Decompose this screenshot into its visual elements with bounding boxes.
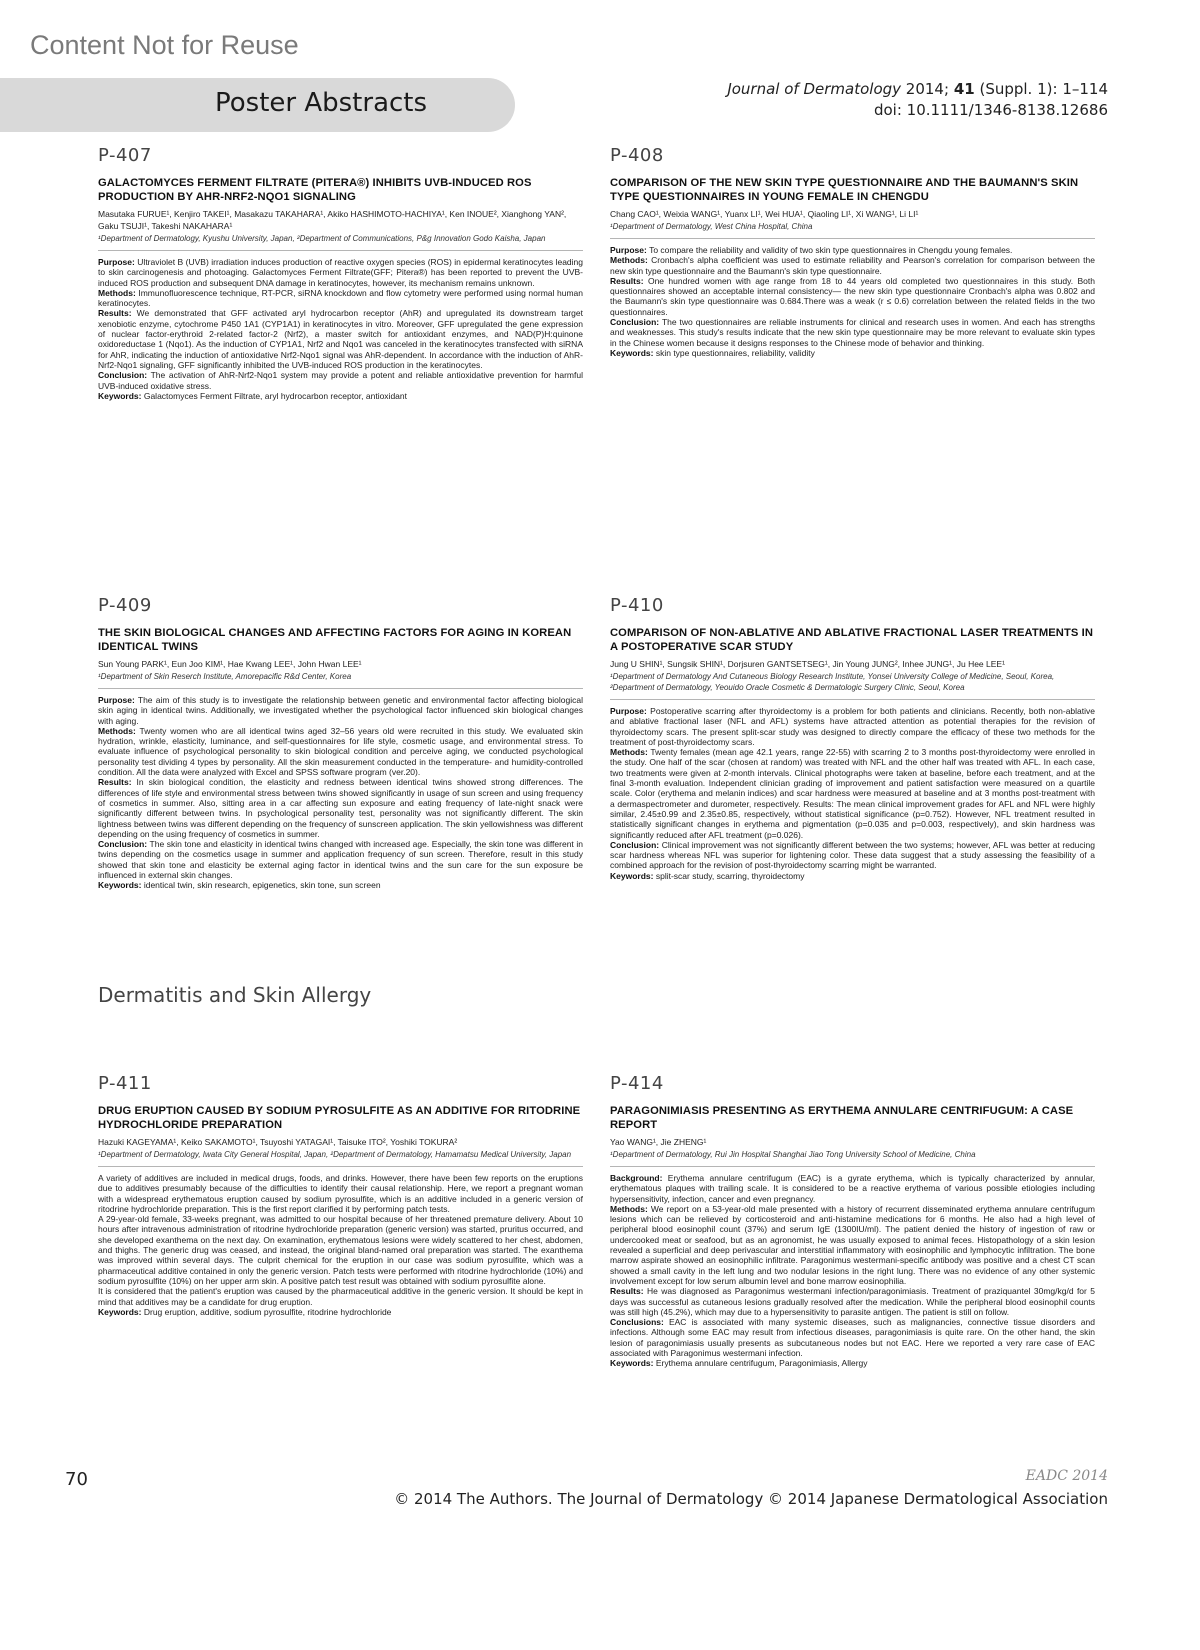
- abstract-conclusion: Conclusion: The two questionnaires are reliable instruments for clinical and research uses in women. And each has strengths and weaknesses. This study's results indicate that the new skin type questionnaire may be more relevant to evaluate skin types in the Chinese women because it designs responses to the Chinese mode of behavior and thinking.: [610, 317, 1095, 348]
- abstract-title: PARAGONIMIASIS PRESENTING AS ERYTHEMA ANNULARE CENTRIFUGUM: A CASE REPORT: [610, 1105, 1074, 1131]
- abstract-affiliations: ¹Department of Dermatology And Cutaneous Biology Research Institute, Yonsei University College of Medicine, Seoul, Korea, ²Department of Dermatology, Yeouido Oracle Cosmetic & Dermatologic Surgery Clinic, Seoul, Korea: [610, 671, 1095, 700]
- abstract-methods: Methods: We report on a 53-year-old male presented with a history of recurrent disseminated erythema annulare centrifugum lesions which can be relieved by corticosteroid and anti-histamine medications for 6 months. He also had a high level of peripheral blood eosinophil count (37%) and serum IgE (1300IU/ml). The patient denied the history of ingestion of raw or undercooked meat or seafood, but as an agronomist, he was usually exposed to animal feces. Histopathology of a skin lesion revealed a superficial and deep perivascular and interstitial inflammatory with eosinophilic and lymphocytic infiltration. The bone marrow aspirate showed an eosinophilic infiltrate. Paragonimus westermani-specific antibody was positive and a chest CT scan showed a small cavity in the left lung and two nodular lesions in the right lung. There was no evidence of any other systemic involvement except for low serum albumin level and bone marrow eosinophilia.: [610, 1203, 1095, 1286]
- copyright-notice: © 2014 The Authors. The Journal of Dermatology © 2014 Japanese Dermatological Association: [394, 1490, 1108, 1508]
- abstract-keywords: Keywords: Erythema annulare centrifugum, Paragonimiasis, Allergy: [610, 1358, 868, 1369]
- conference-name: EADC 2014: [1025, 1468, 1108, 1484]
- abstract-p414: [610, 1073, 1095, 1369]
- abstract-conclusion: Conclusion: Clinical improvement was not significantly different between the two systems; however, AFL was better at reducing scar hardness whereas NFL was superior for lightening color. These data suggest that a study assessing the feasibility of a combined approach for the revision of post-thyroidectomy scarring might be warranted.: [610, 839, 1095, 871]
- abstract-p411: [98, 1073, 583, 1317]
- abstract-case: A 29-year-old female, 33-weeks pregnant, was admitted to our hospital because of her threatened premature delivery. About 10 hours after intravenous administration of ritodrine hydrochloride preparation (generic version) was started, pruritus occurred, and she developed exanthema on the next day. On examination, erythematous lesions were widely scattered to her chest, abdomen, and thighs. The generic drug was ceased, and instead, the original bland-named oral preparation was started. The exanthema was improved within several days. The culprit chemical for the eruption in our case was sodium pyrosulfite, which was a pharmaceutical additive contained in only the generic version. Patch tests were performed with ritodrine hydrochloride (10%) and sodium pyrosulfite (10%) on her upper arm skin. A positive patch test result was obtained with sodium pyrosulfite alone.: [98, 1214, 583, 1286]
- abstract-p407: [98, 145, 583, 401]
- abstract-p409: [98, 595, 583, 891]
- abstract-title: COMPARISON OF NON-ABLATIVE AND ABLATIVE FRACTIONAL LASER TREATMENTS IN A POSTOPERATIVE SCAR STUDY: [610, 627, 1094, 653]
- abstract-intro: A variety of additives are included in medical drugs, foods, and drinks. However, there have been few reports on the eruptions due to additives presumably because of the difficulties to identify their causal relationship. Here, we report a pregnant woman with a widespread erythematous eruption caused by sodium pyrosulfite, which is an additive included in a generic version of ritodrine hydrochloride preparation. This is the first report clarified it by performing patch tests.: [98, 1173, 583, 1214]
- journal-name: Journal of Dermatology: [727, 80, 902, 98]
- abstract-conclusion: Conclusion: The skin tone and elasticity in identical twins changed with increased age. Especially, the skin tone was different in twins depending on the cosmetics usage in summer and application frequency of sun screen. Therefore, result in this study showed that skin tone and elasticity be external aging factor in identical twins and the sun care for the sun exposure be influenced in external skin changes.: [98, 839, 583, 881]
- abstract-authors: Chang CAO¹, Weixia WANG¹, Yuanx LI¹, Wei HUA¹, Qiaoling LI¹, Xi WANG¹, Li LI¹: [610, 209, 919, 219]
- abstract-affiliations: ¹Department of Dermatology, West China Hospital, China: [610, 221, 1095, 239]
- page-section-title: Poster Abstracts: [215, 88, 428, 118]
- page-number: 70: [65, 1469, 88, 1490]
- abstract-p408: [610, 145, 1095, 358]
- abstract-keywords: Keywords: identical twin, skin research, epigenetics, skin tone, sun screen: [98, 880, 381, 891]
- journal-citation: [727, 80, 1108, 98]
- abstract-conclusion: Conclusion: The activation of AhR-Nrf2-Nqo1 system may provide a potent and reliable antioxidative prevention for harmful UVB-induced oxidative stress.: [98, 370, 583, 391]
- abstract-id: P-411: [98, 1073, 152, 1094]
- journal-volume: 41: [953, 80, 975, 98]
- abstract-purpose: Purpose: Postoperative scarring after thyroidectomy is a problem for both patients and clinicians. Recently, both non-ablative and ablative fractional laser (NFL and AFL) systems have attracted attention as potential therapies for the revision of thyroidectomy scars. The present split-scar study was designed to directly compare the efficacy of these two methods for the treatment of post-thyroidectomy scars.: [610, 706, 1095, 747]
- abstract-id: P-407: [98, 145, 152, 166]
- abstract-results: Results: We demonstrated that GFF activated aryl hydrocarbon receptor (AhR) and upregulated its downstream target xenobiotic enzyme, cytochrome P450 1A1 (CYP1A1) in keratinocytes in vitro. Moreover, GFF upregulated the gene expression of nuclear factor-erythroid 2-related factor-2 (Nrf2), a master switch for antioxidant enzymes, and NAD(P)H:quinone oxidoreductase 1 (Nqo1). As the induction of CYP1A1, Nrf2 and Nqo1 was canceled in the keratinocytes transfected with siRNA for AhR, indicating the induction of antioxidative Nrf2-Nqo1 signal was AhR-dependent. In accordance with the induction of AhR-Nrf2-Nqo1 signaling, GFF significantly inhibited the UVB-induced ROS production in the keratinocytes.: [98, 308, 583, 370]
- abstract-id: P-410: [610, 595, 664, 616]
- doi-link[interactable]: doi: 10.1111/1346-8138.12686: [873, 101, 1108, 119]
- section-heading: Dermatitis and Skin Allergy: [98, 983, 372, 1007]
- abstract-affiliations: ¹Department of Skin Reserch Institute, Amorepacific R&d Center, Korea: [98, 671, 583, 689]
- abstract-affiliations: ¹Department of Dermatology, Iwata City General Hospital, Japan, ²Department of Dermatology, Hamamatsu Medical University, Japan: [98, 1149, 583, 1167]
- abstract-id: P-409: [98, 595, 152, 616]
- abstract-affiliations: ¹Department of Dermatology, Rui Jin Hospital Shanghai Jiao Tong University School of Medicine, China: [610, 1149, 1095, 1167]
- abstract-methods: Methods: Cronbach's alpha coefficient was used to estimate reliability and Pearson's correlation for comparison between the new skin type questionnaire and the Baumann's skin type questionnaire.: [610, 255, 1095, 276]
- abstract-background: Background: Erythema annulare centrifugum (EAC) is a gyrate erythema, which is typically characterized by annular, erythematous plaques with trailing scale. It is considered to be a reactive erythema of various possible etiologies including hypersensitivity, infection, cancer and even pregnancy.: [610, 1173, 1095, 1204]
- abstract-title: DRUG ERUPTION CAUSED BY SODIUM PYROSULFITE AS AN ADDITIVE FOR RITODRINE HYDROCHLORIDE PREPARATION: [98, 1105, 581, 1131]
- abstract-p410: [610, 595, 1095, 881]
- abstract-methods: Methods: Twenty females (mean age 42.1 years, range 22-55) with scarring 2 to 3 months post-thyroidectomy were enrolled in the study. One half of the scar (chosen at random) was treated with NFL and the other half was treated with AFL. In each case, two treatments were given at 2-month intervals. Clinical photographs were taken at baseline, before each treatment, and at the final 3-month evaluation. Independent clinician grading of improvement and patient satisfaction were measured on a quartile scale. Color (erythema and melanin indices) and scar hardness were measured at baseline and at 3 months post-treatment with a dermaspectrometer and durometer, respectively. Results: The mean clinical improvement grades for AFL and NFL were highly similar, 2.45±0.99 and 2.35±0.85, respectively, without statistical significance (p=0.752). However, NFL treatment resulted in statistically significant changes in erythema and pigmentation (p=0.035 and p=0.003, respectively), and skin hardness was significantly reduced after AFL treatment (p=0.026).: [610, 747, 1095, 840]
- abstract-authors: Hazuki KAGEYAMA¹, Keiko SAKAMOTO¹, Tsuyoshi YATAGAI¹, Taisuke ITO², Yoshiki TOKURA²: [98, 1137, 458, 1147]
- abstract-title: GALACTOMYCES FERMENT FILTRATE (PITERA®) INHIBITS UVB-INDUCED ROS PRODUCTION BY AHR-NRF2-NQO1 SIGNALING: [98, 177, 532, 203]
- abstract-results: Results: In skin biological condition, the elasticity and redness between identical twins showed strong differences. The differences of life style and environmental stress between twins showed significantly in usage of sun screen and using frequency of cosmetics in summer. Also, sitting area in a car affecting sun exposure and eating frequency of late-night snack were significantly different between twins. In psychological personality test, personality was not significantly different. The skin lightness between twins was different depending on the frequency of sunscreen application. The skin yellowishness was different depending on the using frequency of cosmetics in summer.: [98, 777, 583, 839]
- abstract-authors: Sun Young PARK¹, Eun Joo KIM¹, Hae Kwang LEE¹, John Hwan LEE¹: [98, 659, 362, 669]
- abstract-id: P-408: [610, 145, 664, 166]
- abstract-authors: Jung U SHIN¹, Sungsik SHIN¹, Dorjsuren GANTSETSEG¹, Jin Young JUNG², Inhee JUNG¹, Ju Hee LEE¹: [610, 659, 1005, 669]
- abstract-methods: Methods: Immunofluorescence technique, RT-PCR, siRNA knockdown and flow cytometry were performed using normal human keratinocytes.: [98, 287, 583, 309]
- abstract-purpose: Purpose: To compare the reliability and validity of two skin type questionnaires in Chengdu young females.: [610, 245, 1013, 255]
- abstract-purpose: Purpose: Ultraviolet B (UVB) irradiation induces production of reactive oxygen species (ROS) in epidermal keratinocytes leading to skin carcinogenesis and photoaging. Galactomyces Ferment Filtrate(GFF; Pitera®) has been reported to prevent the UVB-induced ROS production and subsequent DNA damage in keratinocytes, however, its mechanism remains unknown.: [98, 257, 583, 288]
- abstract-keywords: Keywords: split-scar study, scarring, thyroidectomy: [610, 870, 805, 881]
- abstract-purpose: Purpose: The aim of this study is to investigate the relationship between genetic and environmental factor affecting biological skin aging in identical twins. Additionally, we investigated whether the psychological factor influenced skin biological changes with aging.: [98, 695, 583, 726]
- abstract-conclusion: Conclusions: EAC is associated with many systemic diseases, such as malignancies, connective tissue disorders and infections. Although some EAC may result from infectious diseases, paragonimiasis is quite rare. On the other hand, the skin lesion of paragonimiasis usually presents as subcutaneous nodes but not EAC. Here we reported a very rare case of EAC associated with Paragonimus westermani infection.: [610, 1317, 1095, 1359]
- abstract-authors: Yao WANG¹, Jie ZHENG¹: [610, 1137, 707, 1147]
- abstract-keywords: Keywords: Galactomyces Ferment Filtrate, aryl hydrocarbon receptor, antioxidant: [98, 390, 407, 401]
- abstract-discussion: It is considered that the patient's eruption was caused by the pharmaceutical additive in the generic version. It should be kept in mind that additives may be a candidate for drug eruption.: [98, 1286, 583, 1307]
- watermark-text: Content Not for Reuse: [30, 30, 299, 60]
- abstract-results: Results: One hundred women with age range from 18 to 44 years old completed two questionnaires in this study. Both questionnaires showed an acceptable internal consistency— the new skin type questionnaire Cronbach's alpha was 0.802 and the Baumann's skin type questionnaire was 0.684.There was a weak (r ≤ 0.6) correlation between the related fields in the two questionnaires.: [610, 275, 1095, 317]
- abstract-methods: Methods: Twenty women who are all identical twins aged 32–56 years old were recruited in this study. We evaluated skin hydration, wrinkle, elasticity, luminance, and self-questionnaires for life style, cosmetic usage, and environmental stress. To evaluate influence of psychological personality to skin biological condition and perceive aging, we conducted psychological personality test dividing 4 types by personality. All the skin measurement conducted in the temperature- and humidity-controlled condition. All the data were analyzed with Excel and SPSS software program (ver.20).: [98, 725, 583, 778]
- abstract-id: P-414: [610, 1073, 664, 1094]
- abstract-keywords: Keywords: skin type questionnaires, reliability, validity: [610, 347, 815, 358]
- abstract-affiliations: ¹Department of Dermatology, Kyushu University, Japan, ²Department of Communications, P&g Innovation Godo Kaisha, Japan: [98, 233, 583, 251]
- abstract-keywords: Keywords: Drug eruption, additive, sodium pyrosulfite, ritodrine hydrochloride: [98, 1306, 392, 1317]
- abstract-title: THE SKIN BIOLOGICAL CHANGES AND AFFECTING FACTORS FOR AGING IN KOREAN IDENTICAL TWINS: [98, 627, 572, 653]
- abstract-authors: Masutaka FURUE¹, Kenjiro TAKEI¹, Masakazu TAKAHARA¹, Akiko HASHIMOTO-HACHIYA¹, Ken INOUE², Xianghong YAN², Gaku TSUJI¹, Takeshi NAKAHARA¹: [98, 209, 567, 231]
- journal-suppl: (Suppl. 1): 1–114: [979, 80, 1108, 98]
- journal-year: 2014;: [905, 80, 950, 98]
- abstract-title: COMPARISON OF THE NEW SKIN TYPE QUESTIONNAIRE AND THE BAUMANN'S SKIN TYPE QUESTIONNAIRES IN YOUNG FEMALE IN CHENGDU: [610, 177, 1079, 203]
- abstract-results: Results: He was diagnosed as Paragonimus westermani infection/paragonimiasis. Treatment of praziquantel 30mg/kg/d for 5 days was successful as cutaneous lesions gradually resolved after the medication. While the peripheral blood eosinophil counts was still high (45.2%), which may due to a hypersensitivity to parasite antigen. The patient is still on follow.: [610, 1286, 1095, 1317]
